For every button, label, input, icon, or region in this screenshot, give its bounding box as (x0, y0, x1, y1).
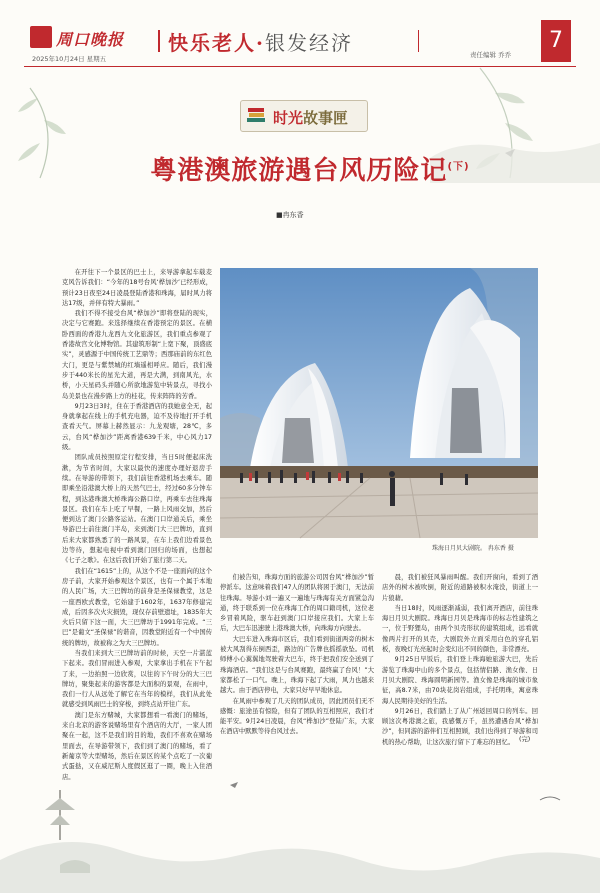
opera-house-photo (220, 268, 538, 538)
column-dot: · (256, 31, 265, 55)
header-divider (158, 30, 160, 52)
article-column-3 (382, 573, 538, 773)
book-stack-icon (245, 105, 267, 127)
column-sub: 银发经济 (264, 31, 353, 55)
section-badge-label-a: 时光 (273, 109, 304, 127)
masthead (30, 24, 150, 63)
section-badge-label (273, 107, 348, 128)
headline-part: (下) (447, 161, 470, 173)
article-paragraph: 我们不得不接受台风“桦加沙”即将登陆的现实，决定与它赛跑。来选择继续在香港预定的景区。在横卧西面的香港九龙西九文化旅游区，我们重点参观了香港故宫文化博物馆。其建筑形制“上宽下聚，顶盛底实”，灵感源于中国传统工艺鼎等；西那庙前的东红色大门，更是与紫禁城的红墙遥相呼应。随后，我们漫步于440米长的星光大道，再是大满，到南风光，水桥，小天星码头并随心所欲地游览中转景点，寻找小岛美景也在漫步路上方的桂花，传来阵阵的芳香。 (62, 310, 212, 400)
page-number: 7 (541, 20, 571, 62)
article-column-1 (62, 268, 212, 781)
article-paragraph: 在开往下一个景区的巴士上，来导游拿起车载麦克风告诉我们：“今年的18号台风‘桦加沙’已经形成，预计23日夜至24日凌晨登陆香港和珠海，届时风力将达17级，并伴有特大暴雨。” (62, 269, 212, 307)
article-paragraph: 9月26日，我们踏上了从广州返回周口的列车。回顾这次粤港澳之旅，我感慨万千，虽然遭遇台风“桦加沙”，但同游的游伴们互相照顾，我们也得到了导游和司机的热心帮助，让这次旅行留下了难忘的回忆。 (382, 707, 538, 746)
article-paragraph: 当我们来到大三巴牌坊前的时候，天空一片湛蓝下起来。我们冒雨进入参观，大家拿出手机在下午起了来，一边拍照一边欣赏，以往的下午时分的大三巴牌坊，聚集起来的游客都是大面积的景观，在雨中，我们一行人从远处了解它在当年的模样，我们从此处就感受到风雨巴士的穿梭，到终点站开往广东。 (62, 649, 212, 709)
article-paragraph: 当日18时，风雨逐渐减弱，我们离开酒店，前往珠海日月贝大剧院。珠海日月贝是珠海市的标志性建筑之一，位于野狸岛，由两个贝壳形状的建筑组成，远看就像两片打开的贝壳，大剧院外立面采用白色的穿孔铝板，夜晚灯光亮起时会变幻出不同的颜色，非常漂亮。 (382, 604, 538, 654)
section-badge-label-b: 故事匣 (303, 109, 349, 127)
article-paragraph: 我们在“1615”上的，从这个不是一座面向的这个房子前，大家开始参观这个景区，也有一个属于本地的人民广场，大三巴牌坊的前身是圣保禄教堂，这是一座西欧式教堂，它始建于1602年，1637年修建完成，后因多次火灾损毁，现仅存前壁遗址，1835年大火后只留下这一面，大三巴牌坊于1991年完成。“三巴”是葡文“圣保禄”的谐音，因教堂附近有一个中国传统的牌坊，故被称之为大三巴牌坊。 (62, 567, 212, 647)
end-mark: (完) (519, 736, 531, 743)
article-paragraph: 在风雨中参观了几天的团队成员，因此团员们无不感慨：旅途虽有惊险，但有了团队的互相照应，我们才能平安。9月24日凌晨，台风“桦加沙”登陆广东，大家在酒店中默默等待台风过去。 (220, 697, 374, 736)
paper-name: 周口晚报 (56, 30, 125, 49)
article-paragraph: 们被告知，珠海方面的旅游公司因台风“桦加沙”暂停派车。这意味着我们47人的团队将困于澳门，无法前往珠海。导游小刘一遍又一遍地与珠海有关方面紧急沟通，终于联系到一位在珠海工作的周口籍司机，这位老乡冒着风险，驱车赶到澳门口岸接应我们。大家上车后，大巴车迅速驶上港珠澳大桥，向珠海方向驶去。 (220, 574, 374, 633)
article-byline: ■冉东香 (276, 211, 304, 219)
header-divider-right (418, 30, 419, 52)
article-paragraph: 大巴车进入珠海市区后，我们看到街道两旁的树木被大风刮得东倒西歪，路边的广告牌也摇摇欲坠。司机师傅小心翼翼地驾驶着大巴车，终于把我们安全送到了珠海酒店。“我们这是与台风赛跑，最终赢了台风！”大家都松了一口气。晚上，珠海下起了大雨，风力也越来越大。由于酒店停电，大家只好早早地休息。 (220, 635, 374, 695)
photo-caption: 珠海日月贝大剧院。 冉东香 摄 (432, 545, 514, 552)
article-paragraph: 9月23日3时，住在于香港酒店的我她意全无，起身就拿起在线上的手机充电器，迫不及待地打开手机查看天气。屏幕上赫然显示：九龙观塘，28℃，多云，台风“桦加沙”距离香港639千米，中心风力17级。 (62, 402, 212, 452)
issue-date: 2025年10月24日 星期五 (32, 55, 107, 63)
editor-credit: 责任编辑 乔乔 (470, 51, 512, 59)
decorative-landscape-bottom (0, 770, 600, 893)
column-main: 快乐老人 (168, 31, 256, 55)
article-headline (100, 150, 520, 187)
column-title (168, 27, 353, 56)
decorative-landscape-top (0, 68, 600, 228)
article-paragraph: 澳门是东方赌城，大家都想看一看澳门的赌场，来自北京的游客说赌场里有个酒店的大厅，一家人团聚在一起，这不是我们的目的地，我们不喜欢在赌场里面去，在导游带领下，我们到了澳门的赌场，看了新葡京等大型赌场，然后在景区的某个点吃了一次葡式蛋挞，又在威尼斯人度假区逛了一圈，晚上入住酒店。 (62, 711, 212, 781)
article-column-2 (220, 573, 374, 773)
article-paragraph: 晨，我们被狂风暴雨叫醒。我们开窗向，看到了酒店外的树木被吹倒，附近的道路被积水淹没，街道上一片狼藉。 (382, 574, 538, 602)
paper-logo-icon (30, 26, 52, 48)
header-rule (24, 66, 576, 67)
article-paragraph: 团队成员按照原定行程安排，当日5时便起床洗漱，为节省时间，大家以最快的速度办理好退房手续。在导游的带领下，我们前往香港机场去乘车。随即乘坐沿港澳大桥上的天然气巴士，经过60多分钟车程，到达港珠澳大桥珠海公路口岸，再乘车去往珠海景区。我们在车上吃了早餐，一路上风雨交加，然后便到达了澳门公路客运站。在澳门口岸通关后，乘坐导游巴士前往澳门半岛，来到澳门大三巴牌坊，直到后来大家都熟悉了的一路风景，在车上我们边看景色边等待，想起电视中看到澳门回归的场面，也想起《七子之歌》。在这后我们开始了旅行第二天。 (62, 454, 212, 565)
headline-text: 粤港澳旅游遇台风历险记 (150, 156, 448, 186)
section-badge (240, 100, 368, 132)
article-paragraph: 9月25日早饭后，我们登上珠海她旅游大巴，先后游览了珠海中山的多个景点，包括情侣路、渔女像、日月贝大剧院、珠海圆明新园等。渔女像是珠海的城市象征，高8.7米，由70块花岗岩组成，手托明珠，寓意珠海人民期待美好的生活。 (382, 656, 538, 705)
